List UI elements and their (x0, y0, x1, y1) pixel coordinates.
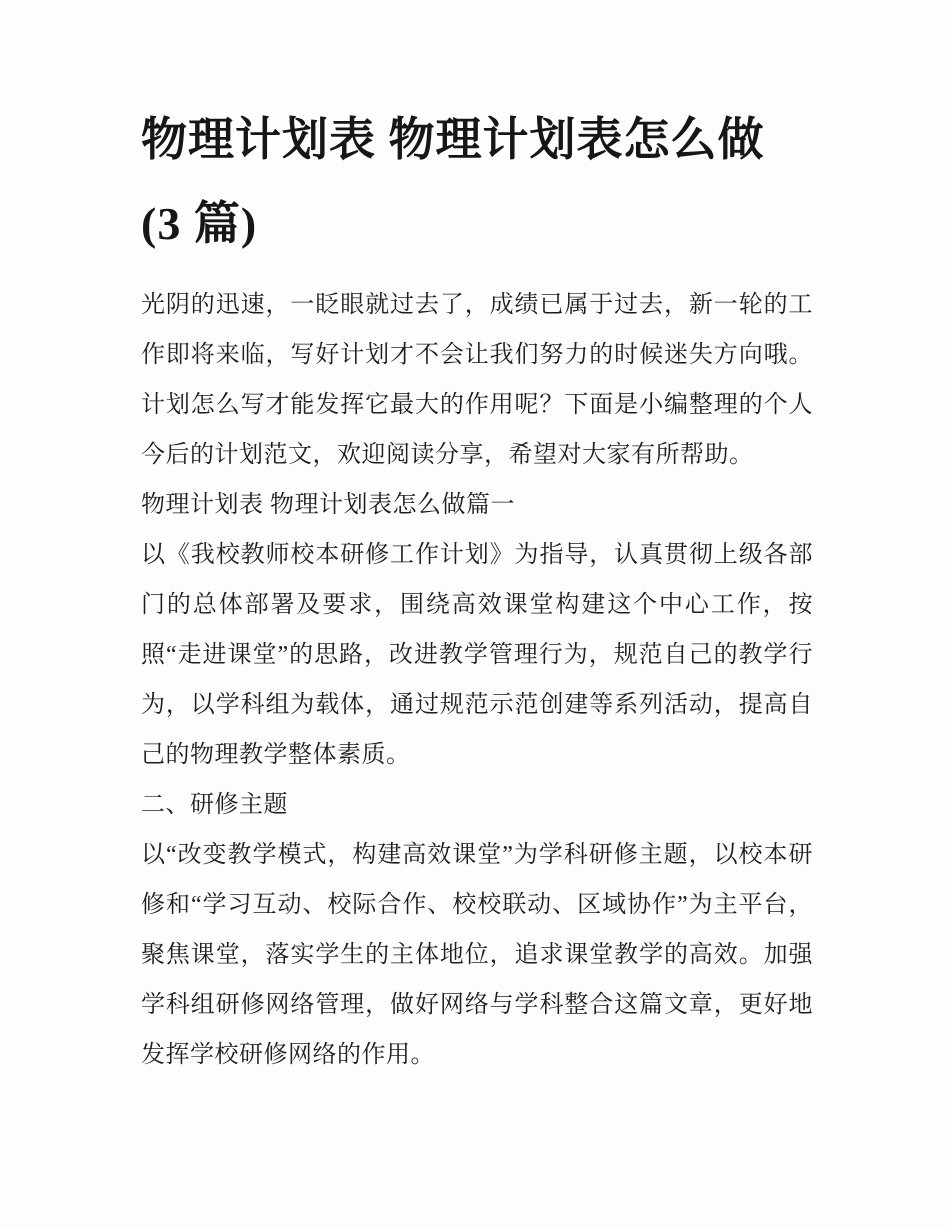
body-line-4: 今后的计划范文，欢迎阅读分享，希望对大家有所帮助。 (141, 442, 754, 468)
document-content (141, 98, 813, 1080)
body-line-14: 聚焦课堂，落实学生的主体地位，追求课堂教学的高效。加强 (141, 942, 813, 968)
body-line-3: 计划怎么写才能发挥它最大的作用呢？下面是小编整理的个人 (141, 392, 813, 418)
body-line-15: 学科组研修网络管理，做好网络与学科整合这篇文章，更好地 (141, 992, 813, 1018)
body-line-1: 光阴的迅速，一眨眼就过去了，成绩已属于过去，新一轮的工 (141, 292, 813, 318)
document-body (141, 280, 813, 1080)
body-line-13: 修和“学习互动、校际合作、校校联动、区域协作”为主平台， (141, 892, 813, 918)
body-line-7: 门的总体部署及要求，围绕高效课堂构建这个中心工作，按 (141, 592, 813, 618)
body-line-9: 为，以学科组为载体，通过规范示范创建等系列活动，提高自 (141, 692, 813, 718)
page-title-line-1: 物理计划表 物理计划表怎么做 (141, 114, 765, 165)
page-title-line-2: (3 篇) (141, 198, 258, 249)
body-line-16: 发挥学校研修网络的作用。 (141, 1042, 435, 1068)
body-line-10: 己的物理教学整体素质。 (141, 742, 411, 768)
body-line-11: 二、研修主题 (141, 792, 288, 818)
body-line-5: 物理计划表 物理计划表怎么做篇一 (141, 492, 515, 518)
body-line-2: 作即将来临，写好计划才不会让我们努力的时候迷失方向哦。 (141, 342, 813, 368)
body-line-8: 照“走进课堂”的思路，改进教学管理行为，规范自己的教学行 (141, 642, 813, 668)
page-title (141, 98, 813, 266)
body-line-6: 以《我校教师校本研修工作计划》为指导，认真贯彻上级各部 (141, 542, 813, 568)
body-line-12: 以“改变教学模式，构建高效课堂”为学科研修主题，以校本研 (141, 842, 813, 868)
